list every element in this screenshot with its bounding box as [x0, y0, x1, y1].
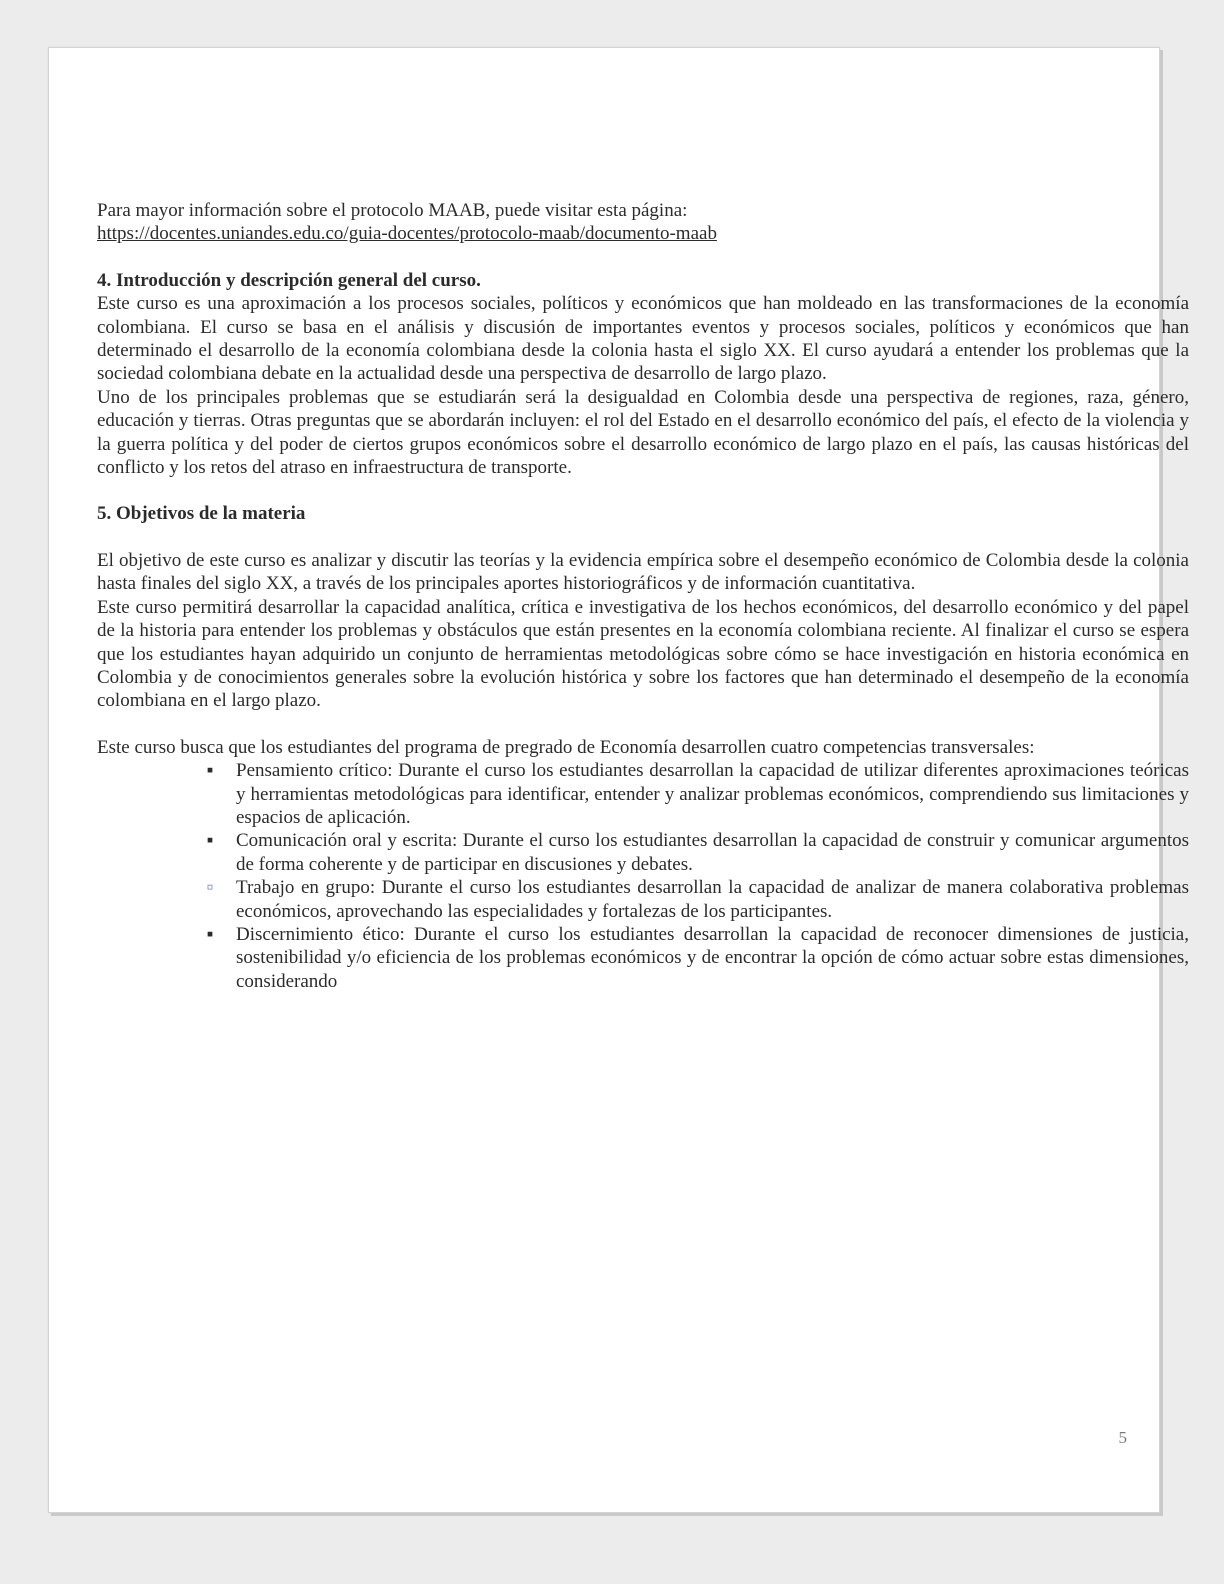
maab-link[interactable]: https://docentes.uniandes.edu.co/guia-docentes/protocolo-maab/documento-maab	[97, 223, 717, 245]
list-item-text: Pensamiento crítico: Durante el curso los estudiantes desarrollan la capacidad de utilizar diferentes aproximaciones teóricas y herramientas metodológicas para identificar, entender y analizar problemas económicos, comprendiendo sus limitaciones y espacios de aplicación.	[236, 760, 1189, 828]
bullet-icon: ▪	[206, 830, 214, 852]
page-number: 5	[1118, 1428, 1127, 1447]
section-5-paragraph-1: El objetivo de este curso es analizar y discutir las teorías y la evidencia empírica sobre el desempeño económico de Colombia desde la colonia hasta finales del siglo XX, a través de los principales aportes historiográficos y de información cuantitativa.	[97, 549, 1189, 595]
list-item-text: Comunicación oral y escrita: Durante el curso los estudiantes desarrollan la capacidad de construir y comunicar argumentos de forma coherente y de participar en discusiones y debates.	[236, 830, 1189, 875]
section-5-paragraph-2: Este curso permitirá desarrollar la capacidad analítica, crítica e investigativa de los hechos económicos, del desarrollo económico y del papel de la historia para entender los problemas y obstáculos que están presentes en la economía colombiana reciente. Al finalizar el curso se espera que los estudiantes hayan adquirido un conjunto de herramientas metodológicas sobre cómo se hace investigación en historia económica en Colombia y de conocimientos generales sobre la evolución histórica y sobre los factores que han determinado el desempeño de la economía colombiana en el largo plazo.	[97, 596, 1189, 712]
list-item	[206, 829, 1189, 876]
intro-paragraph: Para mayor información sobre el protocolo MAAB, puede visitar esta página:	[97, 200, 688, 221]
section-4-paragraph-2: Uno de los principales problemas que se estudiarán será la desigualdad en Colombia desde una perspectiva de regiones, raza, género, educación y tierras. Otras preguntas que se abordarán incluyen: el rol del Estado en el desarrollo económico del país, el efecto de la violencia y la guerra política y del poder de ciertos grupos económicos sobre el desarrollo económico de largo plazo en el país, las causas históricas del conflicto y los retos del atraso en infraestructura de transporte.	[97, 386, 1189, 479]
page-content	[97, 199, 1189, 993]
bullet-icon: ▫	[206, 877, 214, 899]
section-4-paragraph-1: Este curso es una aproximación a los procesos sociales, políticos y económicos que han moldeado en las transformaciones de la economía colombiana. El curso se basa en el análisis y discusión de importantes eventos y procesos sociales, políticos y económicos que han determinado el desarrollo de la economía colombiana desde la colonia hasta el siglo XX. El curso ayudará a entender los problemas que la sociedad colombiana debate en la actualidad desde una perspectiva de desarrollo de largo plazo.	[97, 293, 1189, 385]
spacer	[97, 526, 1189, 549]
section-5-heading: 5. Objetivos de la materia	[97, 503, 306, 525]
list-item	[206, 759, 1189, 829]
list-item	[206, 923, 1189, 993]
list-item	[206, 876, 1189, 923]
list-item-text: Trabajo en grupo: Durante el curso los estudiantes desarrollan la capacidad de analizar de manera colaborativa problemas económicos, aprovechando las especialidades y fortalezas de los participantes.	[236, 877, 1189, 922]
spacer	[97, 246, 1189, 269]
section-5-paragraph-3: Este curso busca que los estudiantes del programa de pregrado de Economía desarrollen cuatro competencias transversales:	[97, 736, 1035, 758]
document-page	[48, 47, 1189, 1513]
section-4-heading: 4. Introducción y descripción general del curso.	[97, 269, 481, 291]
bullet-icon: ▪	[206, 923, 214, 945]
spacer	[97, 479, 1189, 502]
bullet-icon: ▪	[206, 760, 214, 782]
competencies-list	[97, 759, 1189, 993]
list-item-text: Discernimiento ético: Durante el curso los estudiantes desarrollan la capacidad de reconocer dimensiones de justicia, sostenibilidad y/o eficiencia de los problemas económicos y de encontrar la opción de cómo actuar sobre estas dimensiones, considerando	[236, 923, 1189, 992]
spacer	[97, 713, 1189, 736]
